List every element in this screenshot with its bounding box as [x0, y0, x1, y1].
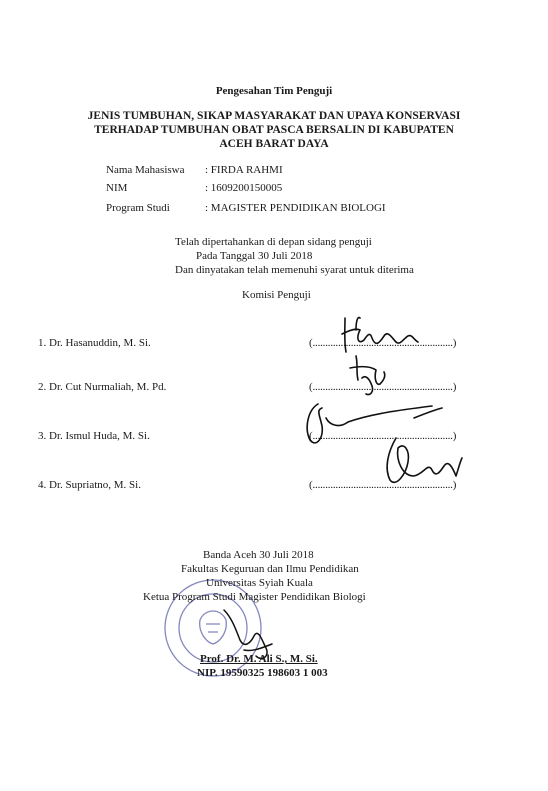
student-name-value: : FIRDA RAHMI [205, 164, 283, 176]
head-position: Ketua Program Studi Magister Pendidikan Biologi [143, 591, 366, 603]
student-nim-value: : 1609200150005 [205, 182, 283, 194]
page-title: Pengesahan Tim Penguji [215, 85, 333, 97]
faculty-name: Fakultas Keguruan dan Ilmu Pendidikan [181, 563, 359, 575]
head-signature [224, 610, 272, 658]
head-nip: NIP. 19590325 198603 1 003 [197, 667, 328, 679]
statement-line-2: Pada Tanggal 30 Juli 2018 [196, 250, 313, 262]
thesis-title-line-3: ACEH BARAT DAYA [219, 138, 329, 150]
student-name-label: Nama Mahasiswa [106, 164, 185, 176]
program-value: : MAGISTER PENDIDIKAN BIOLOGI [205, 202, 386, 214]
examiner-2-signature-line: (.......................................................) [309, 381, 457, 393]
program-label: Program Studi [106, 202, 170, 214]
signature-4 [387, 438, 462, 482]
examiner-1-signature-line: (.......................................................) [309, 337, 457, 349]
thesis-title-line-1: JENIS TUMBUHAN, SIKAP MASYARAKAT DAN UPAYA KONSERVASI [87, 110, 461, 122]
examiner-2-name: 2. Dr. Cut Nurmaliah, M. Pd. [38, 381, 167, 393]
examiner-3-signature-line: (.......................................................) [309, 430, 457, 442]
place-date: Banda Aceh 30 Juli 2018 [203, 549, 314, 561]
stamp-inner-ring [179, 594, 247, 662]
signature-1 [342, 318, 418, 353]
signature-3 [307, 404, 442, 443]
examiner-4-signature-line: (.......................................................) [309, 479, 457, 491]
stamp-emblem [200, 611, 227, 644]
thesis-title-line-2: TERHADAP TUMBUHAN OBAT PASCA BERSALIN DI KABUPATEN [94, 124, 454, 136]
examiner-3-name: 3. Dr. Ismul Huda, M. Si. [38, 430, 150, 442]
university-name: Universitas Syiah Kuala [206, 577, 313, 589]
statement-line-3: Dan dinyatakan telah memenuhi syarat untuk diterima [175, 264, 414, 276]
committee-heading: Komisi Penguji [242, 289, 311, 301]
head-name: Prof. Dr. M. Ali S., M. Si. [200, 653, 318, 665]
student-nim-label: NIM [106, 182, 128, 194]
statement-line-1: Telah dipertahankan di depan sidang penguji [175, 236, 372, 248]
signature-2 [350, 356, 385, 395]
examiner-1-name: 1. Dr. Hasanuddin, M. Si. [38, 337, 151, 349]
examiner-4-name: 4. Dr. Supriatno, M. Si. [38, 479, 141, 491]
